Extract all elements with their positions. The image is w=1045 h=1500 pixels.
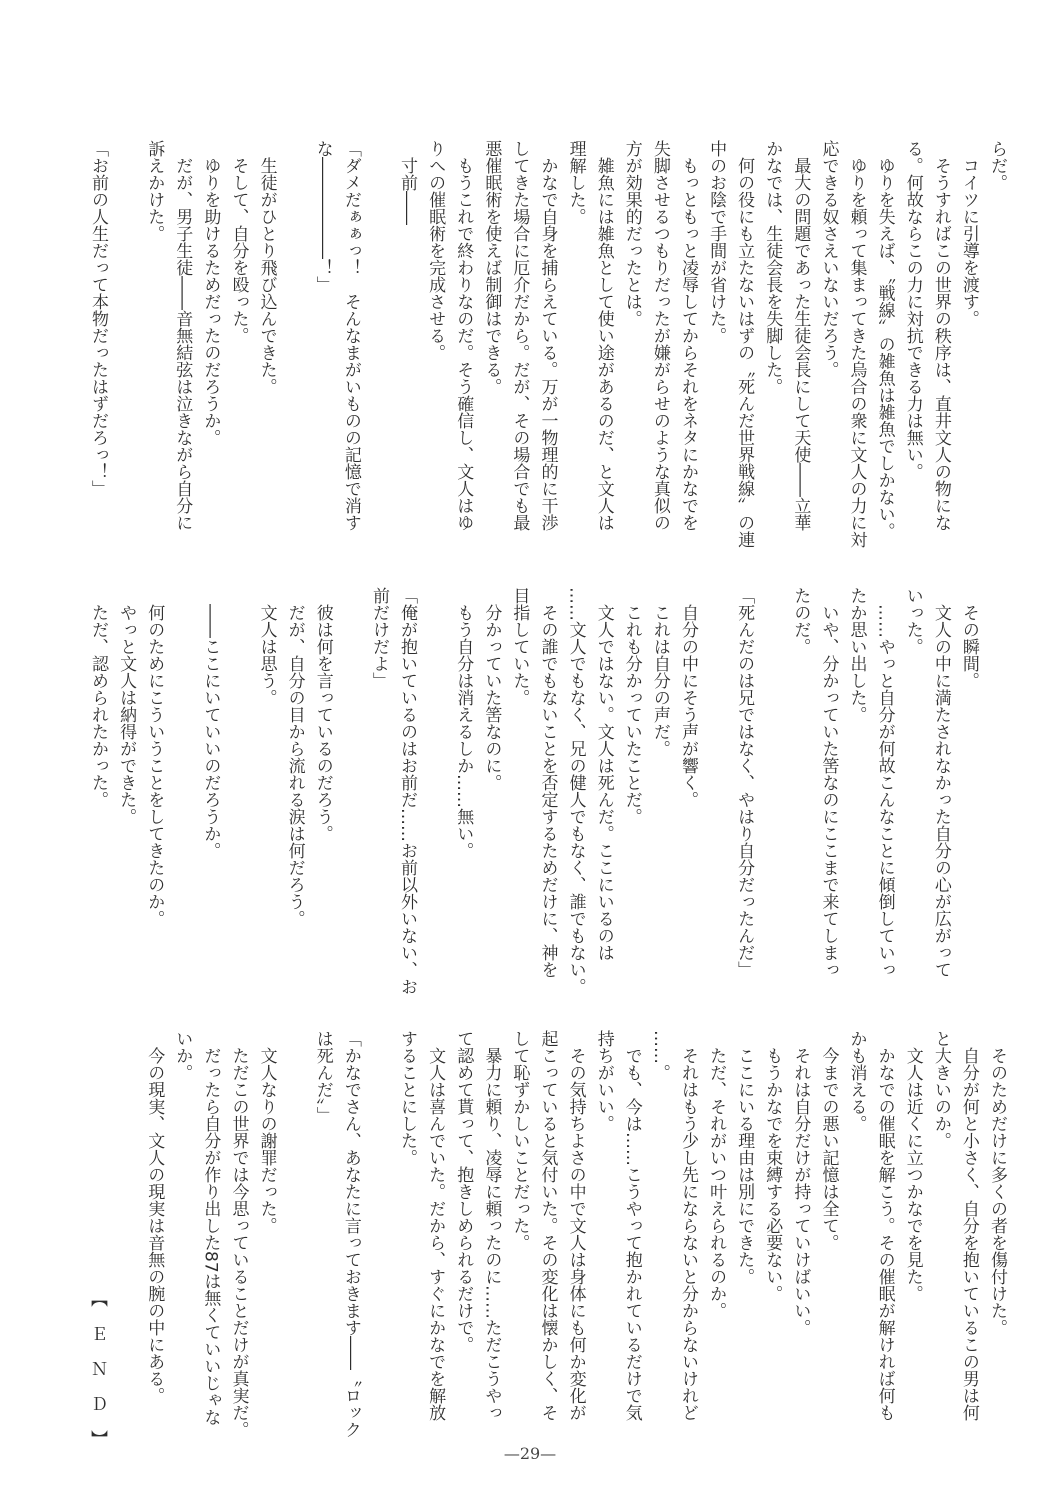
text-line: いか。	[172, 1030, 193, 1081]
text-line: 中のお陰で手間が省けた。	[706, 140, 727, 344]
blank-line	[702, 587, 730, 987]
text-line: 起こっていると気付いた。その変化は懐かしく、そ	[537, 1030, 558, 1421]
text-line: ただこの世界では今思っていることだけが真実だ。	[228, 1030, 249, 1438]
text-line: コイツに引導を渡す。	[958, 140, 979, 327]
text-line: 今の現実、文人の現実は音無の腕の中にある。	[144, 1030, 165, 1404]
text-line: て認めて貰って、抱きしめられるだけで。	[453, 1030, 474, 1353]
text-line: かなでは、生徒会長を失脚した。	[762, 140, 783, 395]
text-line: ……文人でもなく、兄の健人でもなく、誰でもない。	[565, 587, 586, 995]
text-line: 目指していた。	[509, 587, 530, 706]
text-line: だが、自分の目から流れる涙は何だろう。	[284, 587, 305, 927]
text-line: これは自分の声だ。	[649, 587, 670, 757]
text-tier-bottom	[84, 1030, 1011, 1438]
text-line: たのだ。	[790, 587, 811, 655]
blank-line	[224, 587, 252, 987]
text-line: それは自分だけが持っていけばいい。	[790, 1030, 811, 1336]
text-line: 文人は喜んでいた。だから、すぐにかなでを解放	[425, 1030, 446, 1421]
text-line: ……やっと自分が何故こんなことに傾倒していっ	[874, 587, 895, 978]
blank-line	[112, 140, 140, 540]
blank-line	[168, 587, 196, 987]
end-mark: 【ＥＮＤ】	[87, 1290, 107, 1465]
text-line: は死んだ〟」	[312, 1030, 333, 1124]
text-line: 文人なりの謝罪だった。	[256, 1030, 277, 1234]
text-line: たか思い出した。	[846, 587, 867, 723]
text-line: な――――――！」	[312, 140, 333, 293]
text-line: 分かっていた筈なのに。	[481, 587, 502, 791]
text-line: 文人は近くに立つかなでを見た。	[902, 1030, 923, 1302]
text-line: もう自分は消えるしか……無い。	[453, 587, 474, 859]
text-tier-middle	[84, 587, 1011, 995]
text-line: 「俺が抱いているのはお前だ……お前以外いない、お	[397, 587, 418, 995]
text-line: 雑魚には雑魚として使い途があるのだ、と文人は	[593, 140, 614, 531]
text-line: 方が効果的だったとは。	[621, 140, 642, 327]
text-line: 文人の中に満たされなかった自分の心が広がって	[930, 587, 951, 978]
blank-line	[281, 140, 309, 540]
text-line: ――ここにいていいのだろうか。	[200, 587, 221, 859]
text-line: そうすればこの世界の秩序は、直井文人の物にな	[930, 140, 951, 531]
text-line: りへの催眠術を完成させる。	[425, 140, 446, 361]
text-line: 彼は何を言っているのだろう。	[312, 587, 333, 842]
blank-line	[365, 1030, 393, 1430]
text-line: そのためだけに多くの者を傷付けた。	[987, 1030, 1007, 1336]
text-line: でも、今は……こうやって抱かれているだけで気	[621, 1030, 642, 1421]
text-line: かなで自身を捕らえている。万が一物理的に干渉	[537, 140, 558, 531]
blank-line	[365, 140, 393, 540]
text-line: ゆりを頼って集まってきた烏合の衆に文人の力に対	[846, 140, 867, 548]
text-line: ただ、認められたかった。	[88, 587, 108, 808]
text-line: ゆりを失えば、〝戦線〟の雑魚は雑魚でしかない。	[874, 140, 895, 540]
text-line: だが、男子生徒――音無結弦は泣きながら自分に	[172, 140, 193, 531]
text-line: 失脚させるつもりだったが嫌がらせのような真似の	[649, 140, 670, 531]
text-line: 自分の中にそう声が響く。	[677, 587, 698, 808]
text-line: 前だけだよ」	[368, 587, 389, 689]
text-line: 「お前の人生だって本物だったはずだろっ！」	[88, 140, 108, 497]
text-line: いった。	[902, 587, 923, 655]
text-line: もっともっと凌辱してからそれをネタにかなでを	[677, 140, 698, 531]
blank-line	[983, 587, 1011, 987]
text-line: と大きいのか。	[930, 1030, 951, 1149]
text-line: もうこれで終わりなのだ。そう確信し、文人はゆ	[453, 140, 474, 531]
text-line: そして、自分を殴った。	[228, 140, 249, 344]
text-line: 悪催眠術を使えば制御はできる。	[481, 140, 502, 395]
text-line: 「かなでさん、あなたに言っておきます――〝ロック	[340, 1030, 361, 1438]
text-line: 応できる奴さえいないだろう。	[818, 140, 839, 378]
blank-line	[421, 587, 449, 987]
text-line: 生徒がひとり飛び込んできた。	[256, 140, 277, 395]
text-line: 何のためにこういうことをしてきたのか。	[144, 587, 165, 927]
text-line: 暴力に頼り、凌辱に頼ったのに……ただこうやっ	[481, 1030, 502, 1421]
text-line: 自分が何と小さく、自分を抱いているこの男は何	[958, 1030, 979, 1421]
text-line: ここにいる理由は別にできた。	[734, 1030, 755, 1285]
text-tier-top	[84, 140, 1011, 548]
text-line: その気持ちよさの中で文人は身体にも何か変化が	[565, 1030, 586, 1421]
text-line: 訴えかけた。	[144, 140, 165, 242]
text-line: 最大の問題であった生徒会長にして天使――立華	[790, 140, 811, 531]
text-line: 文人ではない。文人は死んだ。ここにいるのは	[593, 587, 614, 961]
text-line: 持ちがいい。	[593, 1030, 614, 1132]
blank-line	[758, 587, 786, 987]
text-line: ……。	[649, 1030, 670, 1081]
text-line: いや、分かっていた筈なのにここまで来てしまっ	[818, 587, 839, 978]
text-line: 今までの悪い記憶は全て。	[818, 1030, 839, 1251]
page-number: —29—	[503, 1444, 557, 1463]
text-line: 理解した。	[565, 140, 586, 225]
text-line: やっと文人は納得ができた。	[116, 587, 137, 825]
text-line: る。何故ならこの力に対抗できる力は無い。	[902, 140, 923, 480]
text-line: ゆりを助けるためだったのだろうか。	[200, 140, 221, 446]
blank-line	[281, 1030, 309, 1430]
text-line: もうかなでを束縛する必要ない。	[762, 1030, 783, 1302]
text-line: その瞬間。	[958, 587, 979, 689]
text-line: かなでの催眠を解こう。その催眠が解ければ何も	[874, 1030, 895, 1421]
text-line: だったら自分が作り出した87は無くていいじゃな	[200, 1030, 221, 1426]
text-line: 「ダメだぁぁっ！ そんなまがいものの記憶で消す	[340, 140, 361, 531]
text-line: ただ、それがいつ叶えられるのか。	[706, 1030, 727, 1319]
text-line: 寸前――	[397, 140, 418, 225]
text-line: らだ。	[987, 140, 1007, 191]
blank-line	[337, 587, 365, 987]
text-line: してきた場合に厄介だから。だが、その場合でも最	[509, 140, 530, 531]
text-line: 何の役にも立たないはずの〝死んだ世界戦線〟の連	[734, 140, 755, 548]
text-line: して恥ずかしいことだった。	[509, 1030, 530, 1251]
text-line: 「死んだのは兄ではなく、やはり自分だったんだ」	[734, 587, 755, 978]
text-line: これも分かっていたことだ。	[621, 587, 642, 825]
text-line: その誰でもないことを否定するためだけに、神を	[537, 587, 558, 978]
text-line: 文人は思う。	[256, 587, 277, 706]
text-line: かも消える。	[846, 1030, 867, 1132]
text-line: することにした。	[397, 1030, 418, 1166]
text-line: それはもう少し先にならないと分からないけれど	[677, 1030, 698, 1421]
